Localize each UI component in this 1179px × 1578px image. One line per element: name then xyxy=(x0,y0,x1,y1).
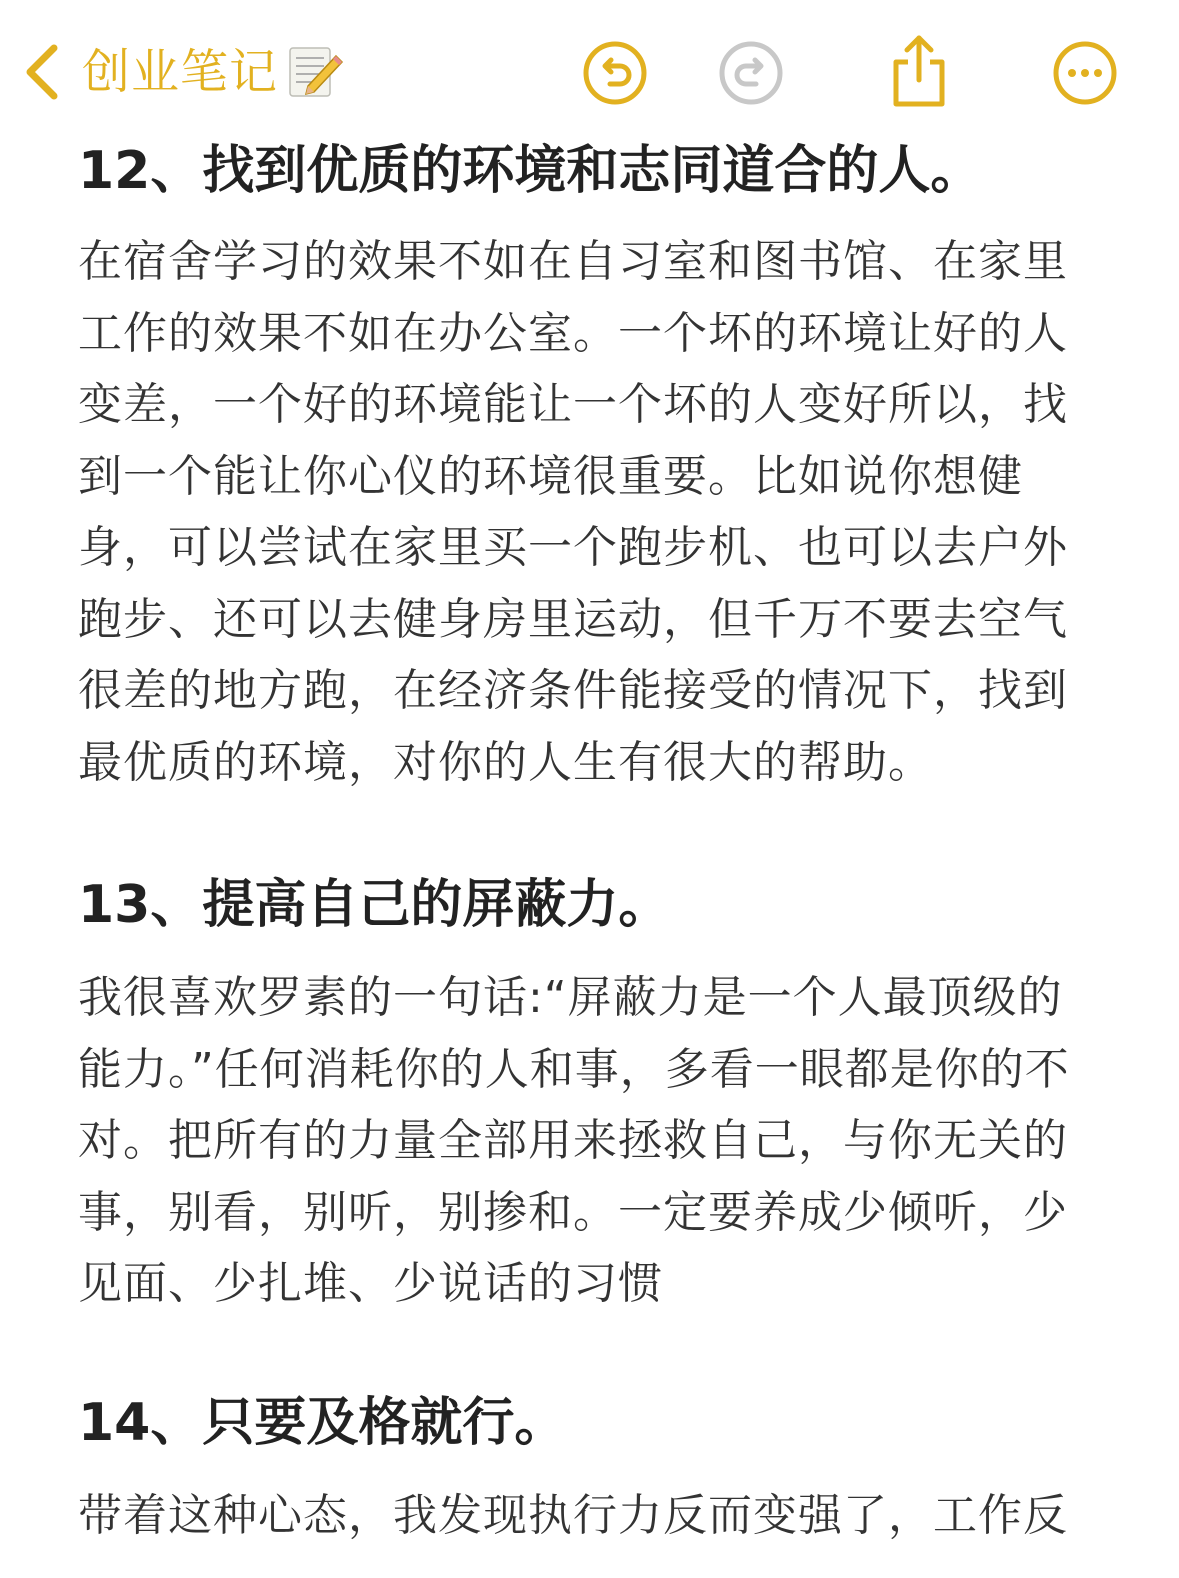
chevron-left-icon xyxy=(22,40,62,104)
text-line: 最优质的环境，对你的人生有很大的帮助。 xyxy=(78,736,933,788)
text-line: 变差，一个好的环境能让一个坏的人变好所以，找 xyxy=(78,379,1068,430)
notes-toolbar xyxy=(0,0,1179,130)
text-line: 在宿舍学习的效果不如在自习室和图书馆、在家里 xyxy=(78,236,1068,287)
text-line: 身，可以尝试在家里买一个跑步机、也可以去户外 xyxy=(78,522,1068,573)
text-line: 事，别看，别听，别掺和。一定要养成少倾听，少 xyxy=(78,1186,1068,1238)
text-line: 我很喜欢罗素的一句话:“屏蔽力是一个人最顶级的 xyxy=(78,972,1063,1023)
redo-button[interactable] xyxy=(718,40,784,106)
text-line: 很差的地方跑，在经济条件能接受的情况下，找到 xyxy=(78,665,1068,716)
more-button[interactable] xyxy=(1052,40,1118,106)
text-line: 对。把所有的力量全部用来拯救自己，与你无关的 xyxy=(78,1115,1068,1166)
redo-icon xyxy=(718,40,784,106)
section-paragraph xyxy=(78,226,1068,798)
share-icon xyxy=(886,32,952,108)
text-line: 跑步、还可以去健身房里运动，但千万不要去空气 xyxy=(78,593,1068,645)
undo-icon xyxy=(582,40,648,106)
section-heading: 13、提高自己的屏蔽力。 xyxy=(78,875,671,935)
back-button[interactable] xyxy=(22,38,344,106)
text-line: 带着这种心态，我发现执行力反而变强了，工作反 xyxy=(78,1490,1068,1541)
more-icon xyxy=(1052,40,1118,106)
section-paragraph xyxy=(78,962,1070,1320)
undo-button[interactable] xyxy=(582,40,648,106)
section-heading: 12、找到优质的环境和志同道合的人。 xyxy=(78,141,983,201)
text-line: 工作的效果不如在办公室。一个坏的环境让好的人 xyxy=(78,307,1068,359)
text-line: 到一个能让你心仪的环境很重要。比如说你想健 xyxy=(78,450,1023,502)
share-button[interactable] xyxy=(886,32,952,108)
back-label: 创业笔记 xyxy=(82,44,279,100)
section-heading: 14、只要及格就行。 xyxy=(78,1393,567,1453)
text-line: 能力。”任何消耗你的人和事，多看一眼都是你的不 xyxy=(78,1043,1070,1095)
memo-pencil-icon xyxy=(284,42,344,102)
text-line: 见面、少扎堆、少说话的习惯 xyxy=(78,1258,663,1309)
section-paragraph xyxy=(78,1480,1068,1552)
